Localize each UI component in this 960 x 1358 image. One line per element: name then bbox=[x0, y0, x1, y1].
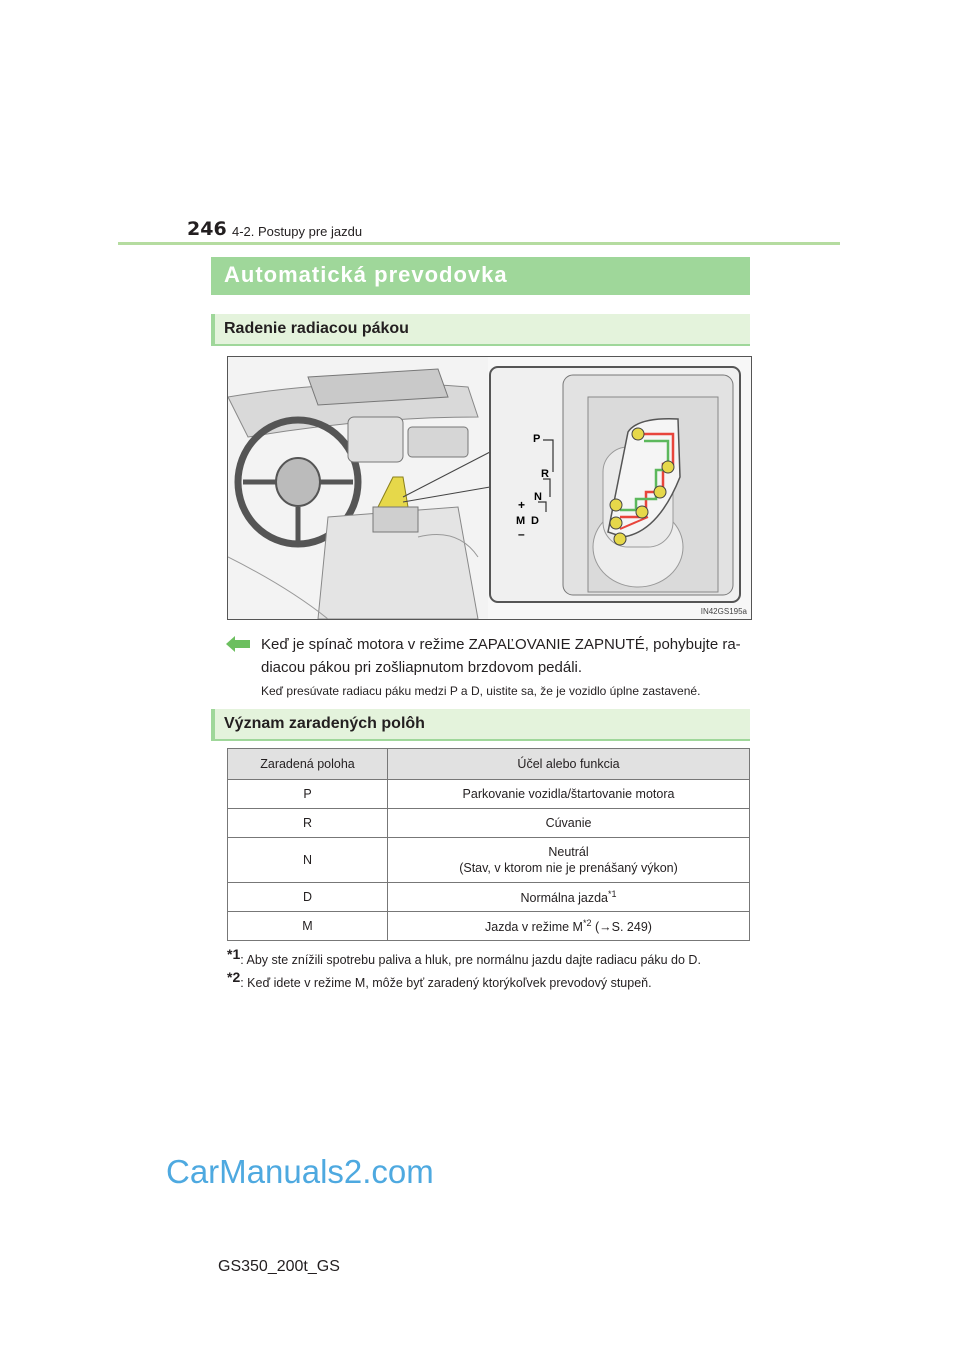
footnote-2 bbox=[227, 969, 652, 990]
footnote-1 bbox=[227, 946, 701, 967]
page-reference: (→S. 249) bbox=[594, 920, 652, 935]
arrow-left-icon bbox=[226, 635, 250, 653]
page-number: 246 bbox=[187, 218, 227, 240]
function-cell bbox=[388, 838, 750, 883]
subheading-accent bbox=[211, 314, 215, 344]
label-p: P bbox=[533, 433, 541, 445]
position-cell: R bbox=[228, 809, 388, 838]
position-cell: D bbox=[228, 883, 388, 912]
function-line-2: (Stav, v ktorom nie je prenášaný výkon) bbox=[459, 861, 678, 875]
section-label: 4-2. Postupy pre jazdu bbox=[232, 224, 363, 239]
function-cell: Cúvanie bbox=[388, 809, 750, 838]
label-plus: + bbox=[518, 498, 526, 512]
watermark-logo[interactable]: CarManuals2.com bbox=[166, 1153, 434, 1190]
function-text: Normálna jazda bbox=[520, 891, 609, 906]
position-cell: P bbox=[228, 780, 388, 809]
function-cell bbox=[388, 883, 750, 912]
label-m: M bbox=[516, 515, 526, 527]
function-text: Jazda v režime M bbox=[485, 920, 583, 935]
title-bar bbox=[211, 257, 750, 295]
table-header-function: Účel alebo funkcia bbox=[388, 749, 750, 780]
label-n: N bbox=[534, 491, 542, 503]
step-line-1: Keď je spínač motora v režime ZAPAĽOVANIE ZAPNUTÉ, pohybujte ra- bbox=[261, 636, 741, 653]
table-row bbox=[228, 912, 750, 941]
label-minus: – bbox=[518, 527, 525, 541]
figure-code: IN42GS195a bbox=[700, 607, 747, 616]
step-instruction bbox=[261, 633, 751, 679]
step-note: Keď presúvate radiacu páku medzi P a D, uistite sa, že je vozidlo úplne zastavené. bbox=[261, 684, 701, 698]
shift-lever-figure bbox=[227, 356, 752, 620]
footnote-mark: *1 bbox=[227, 946, 241, 962]
footnote-mark: *2 bbox=[227, 969, 241, 985]
footnote-text: : Aby ste znížili spotrebu paliva a hluk, pre normálnu jazdu dajte radiacu páku do D. bbox=[240, 953, 701, 968]
footnote-text: : Keď idete v režime M, môže byť zaradený ktorýkoľvek prevodový stupeň. bbox=[240, 976, 652, 991]
subheading-positions: Význam zaradených polôh bbox=[224, 715, 425, 732]
table-header-position: Zaradená poloha bbox=[228, 749, 388, 780]
positions-table bbox=[227, 748, 750, 941]
footnote-ref: *1 bbox=[608, 888, 617, 899]
label-r: R bbox=[541, 468, 549, 480]
label-d: D bbox=[531, 515, 539, 527]
footer-model-code: GS350_200t_GS bbox=[218, 1258, 340, 1275]
figure-illustration bbox=[228, 357, 751, 619]
page-title: Automatická prevodovka bbox=[224, 262, 508, 287]
subheading-bar-positions bbox=[211, 709, 750, 741]
step-line-2: diacou pákou pri zošliapnutom brzdovom pedáli. bbox=[261, 659, 583, 676]
table-row bbox=[228, 883, 750, 912]
function-cell bbox=[388, 912, 750, 941]
subheading-shifting: Radenie radiacou pákou bbox=[224, 320, 409, 337]
subheading-bar-shifting bbox=[211, 314, 750, 346]
footnote-ref: *2 bbox=[582, 917, 592, 928]
function-line-1: Neutrál bbox=[548, 845, 589, 859]
subheading-accent bbox=[211, 709, 215, 739]
table-row bbox=[228, 780, 750, 809]
function-cell: Parkovanie vozidla/štartovanie motora bbox=[388, 780, 750, 809]
header-rule bbox=[118, 242, 840, 245]
table-row bbox=[228, 809, 750, 838]
position-cell: N bbox=[228, 838, 388, 883]
position-cell: M bbox=[228, 912, 388, 941]
table-row bbox=[228, 838, 750, 883]
table-header-row bbox=[228, 749, 750, 780]
